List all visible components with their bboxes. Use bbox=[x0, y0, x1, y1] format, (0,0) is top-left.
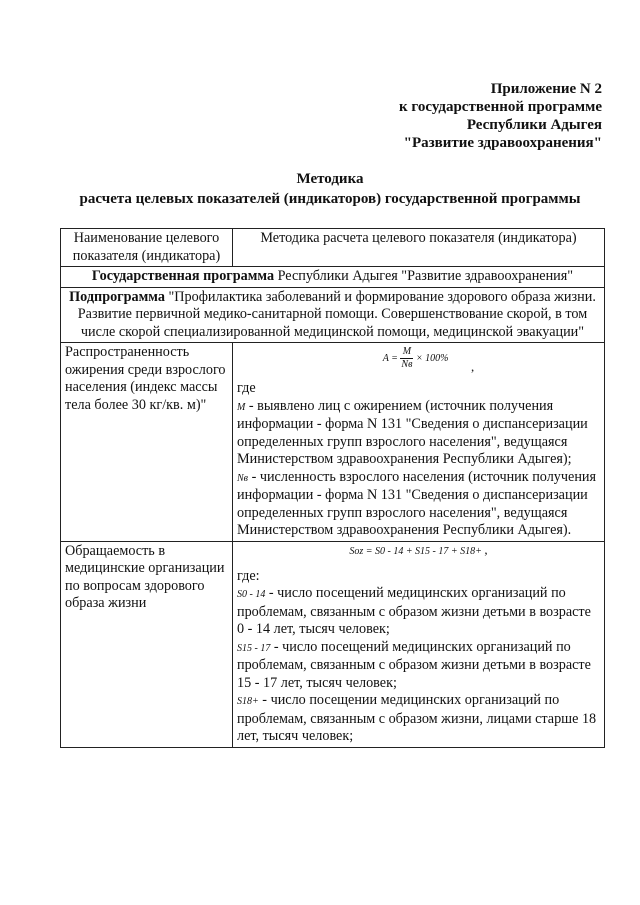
definition-symbol: S15 - 17 bbox=[237, 642, 271, 654]
title-subject: расчета целевых показателей (индикаторов) государственной программы bbox=[79, 191, 581, 207]
definition-symbol: S0 - 14 bbox=[237, 589, 266, 600]
formula-numerator: M bbox=[400, 346, 413, 359]
formula-expression: Sоz = S0 - 14 + S15 - 17 + S18+ bbox=[349, 545, 482, 557]
appendix-number: Приложение N 2 bbox=[490, 81, 602, 97]
header-indicator-name: Наименование целевого показателя (индикатора) bbox=[61, 229, 233, 267]
formula-lhs: A = bbox=[382, 352, 398, 364]
definition-item bbox=[237, 469, 600, 540]
indicators-table bbox=[60, 228, 605, 748]
formula-tail: , bbox=[484, 541, 488, 557]
definition-symbol: Nв bbox=[237, 472, 249, 484]
document-title bbox=[40, 169, 620, 209]
definition-text: - численность взрослого населения (источник получения информации - форма N 131 "Сведения о диспансеризации определенных групп взрослого населения", ведущаяся Министерством здравоохранения Республики Адыгея). bbox=[237, 468, 597, 538]
table-row bbox=[61, 541, 605, 747]
appendix-program-ref: к государственной программе bbox=[399, 99, 602, 115]
formula-denominator: Nв bbox=[401, 359, 413, 370]
table-header-row bbox=[61, 229, 605, 267]
appendix-program-name: "Развитие здравоохранения" bbox=[403, 135, 602, 151]
indicator-name-healthy-lifestyle: Обращаемость в медицинские организации по вопросам здорового образа жизни bbox=[61, 541, 233, 747]
definition-item bbox=[237, 585, 600, 639]
definition-text: - число посещении медицинских организаций по проблемам, связанным с образом жизни, лицами старше 18 лет, тысяч человек; bbox=[237, 692, 597, 744]
methodology-healthy-lifestyle bbox=[233, 541, 605, 747]
header-methodology: Методика расчета целевого показателя (индикатора) bbox=[233, 229, 605, 267]
program-cell bbox=[61, 267, 605, 288]
program-row bbox=[61, 267, 605, 288]
definition-text: - число посещений медицинских организаций по проблемам, связанным с образом жизни детьми в возрасте 15 - 17 лет, тысяч человек; bbox=[237, 638, 591, 691]
formula-healthy-lifestyle bbox=[237, 543, 600, 568]
where-label: где: bbox=[237, 567, 260, 584]
definition-item bbox=[237, 692, 600, 746]
program-label: Государственная программа bbox=[91, 268, 275, 284]
definition-symbol: M bbox=[237, 401, 246, 413]
title-methodology: Методика bbox=[296, 171, 364, 187]
subprogram-label: Подпрограмма bbox=[69, 288, 165, 305]
definition-text: - число посещений медицинских организаций по проблемам, связанным с образом жизни детьми в возрасте 0 - 14 лет, тысяч человек; bbox=[237, 585, 591, 637]
formula-fraction bbox=[400, 346, 413, 371]
subprogram-name: "Профилактика заболеваний и формирование здорового образа жизни. Развитие первичной медико-санитарной помощи. Совершенствование скорой, в том числе скорой специализированной медицинской помощи, медицинской эвакуации" bbox=[77, 288, 596, 340]
subprogram-row bbox=[61, 287, 605, 343]
where-label: где bbox=[237, 380, 256, 396]
definition-item bbox=[237, 398, 600, 469]
formula-tail: , bbox=[471, 358, 475, 374]
definition-symbol: S18+ bbox=[237, 696, 259, 707]
formula-multiplier: × 100% bbox=[415, 352, 449, 364]
indicator-name-obesity: Распространенность ожирения среди взрослого населения (индекс массы тела более 30 кг/кв. м)" bbox=[61, 343, 233, 542]
program-name: Республики Адыгея "Развитие здравоохранения" bbox=[274, 268, 574, 284]
appendix-block bbox=[272, 80, 602, 152]
formula-obesity bbox=[237, 344, 600, 380]
methodology-obesity bbox=[233, 343, 605, 542]
definition-item bbox=[237, 639, 600, 693]
table-row bbox=[61, 343, 605, 542]
appendix-republic: Республики Адыгея bbox=[466, 117, 602, 133]
definition-text: - выявлено лиц с ожирением (источник получения информации - форма N 131 "Сведения о диспансеризации определенных групп взрослого населения", ведущаяся Министерством здравоохранения Республики Адыгея); bbox=[237, 397, 588, 467]
subprogram-cell bbox=[61, 287, 605, 343]
